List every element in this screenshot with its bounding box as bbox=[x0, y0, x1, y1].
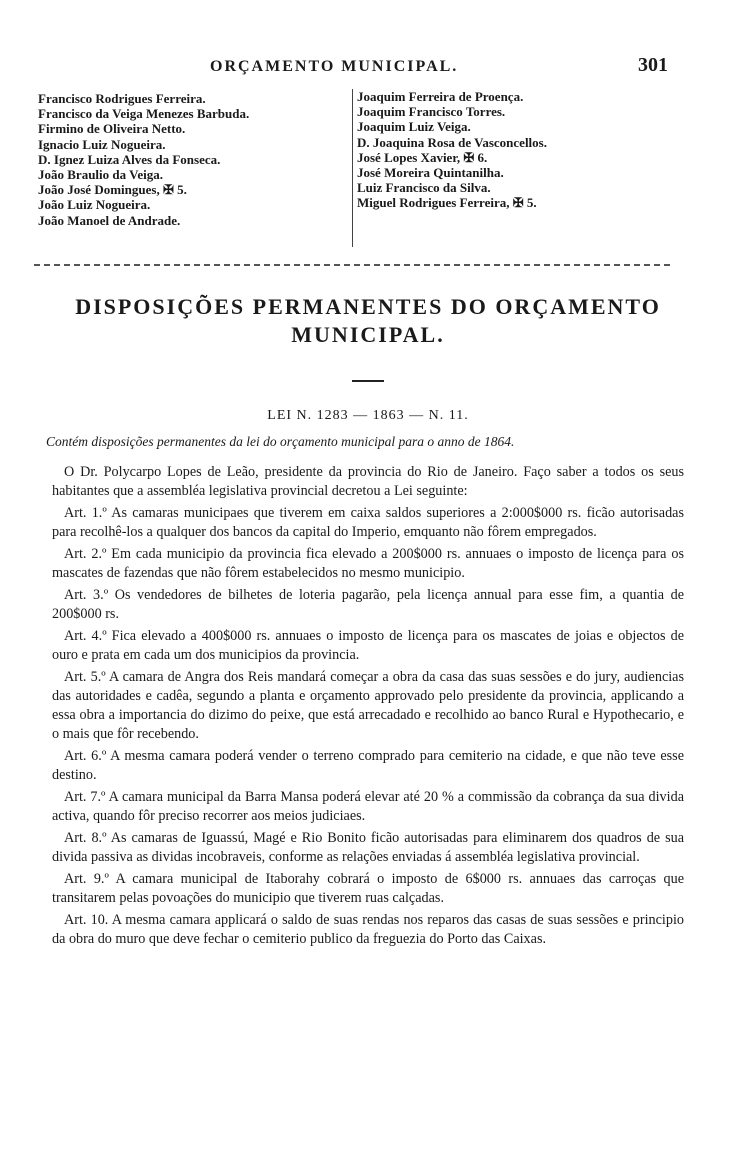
name-entry: Joaquim Francisco Torres. bbox=[357, 104, 506, 120]
page-number: 301 bbox=[638, 54, 668, 76]
name-entry: José Lopes Xavier, ✠ 6. bbox=[357, 149, 488, 165]
article-paragraph: Art. 6.º A mesma camara poderá vender o terreno comprado para cemiterio na cidade, e que não teve esse destino. bbox=[52, 748, 684, 783]
title-rule bbox=[352, 380, 384, 382]
section-divider bbox=[34, 264, 670, 266]
law-body bbox=[52, 463, 684, 952]
name-entry: João Braulio da Veiga. bbox=[38, 167, 163, 183]
running-header-title: ORÇAMENTO MUNICIPAL. bbox=[210, 58, 459, 75]
name-entry: Joaquim Luiz Veiga. bbox=[357, 119, 471, 135]
article-paragraph: Art. 2.º Em cada municipio da provincia fica elevado a 200$000 rs. annuaes o imposto de licença para os mascates de fazendas que não fôrem estabelecidos no mesmo municipio. bbox=[52, 546, 684, 581]
name-entry: José Moreira Quintanilha. bbox=[357, 165, 504, 181]
name-entry: Joaquim Ferreira de Proença. bbox=[357, 89, 524, 104]
name-entry: João Luiz Nogueira. bbox=[38, 197, 151, 213]
article-paragraph: Art. 1.º As camaras municipaes que tiverem em caixa saldos superiores a 2:000$000 rs. ficão autorisadas para recolhê-los a qualquer dos bancos da capital do Imperio, emquanto não fôrem empregados. bbox=[52, 505, 684, 540]
law-heading: LEI N. 1283 — 1863 — N. 11. bbox=[267, 408, 469, 423]
name-entry: Ignacio Luiz Nogueira. bbox=[38, 136, 166, 152]
name-entry: Miguel Rodrigues Ferreira, ✠ 5. bbox=[357, 195, 537, 211]
article-paragraph: Art. 3.º Os vendedores de bilhetes de loteria pagarão, pela licença annual para esse fim, a quantia de 200$000 rs. bbox=[52, 587, 684, 622]
preamble-paragraph: O Dr. Polycarpo Lopes de Leão, presidente da provincia do Rio de Janeiro. Faço saber a todos os seus habitantes que a assembléa legislativa provincial decretou a Lei seguinte: bbox=[52, 464, 684, 499]
article-paragraph: Art. 5.º A camara de Angra dos Reis mandará começar a obra da casa das suas sessões e do jury, audiencias das autoridades e cadêa, segundo a planta e orçamento approvado pelo presidente da provincia, applicando a essa obra a importancia do dizimo do peixe, que está arrecadado e recolhido ao banco Rural e Hypothecario, e o mais que fôr recebendo. bbox=[52, 669, 684, 742]
article-paragraph: Art. 4.º Fica elevado a 400$000 rs. annuaes o imposto de licença para os mascates de joias e objectos de ouro e prata em cada um dos municipios da provincia. bbox=[52, 628, 684, 663]
section-title bbox=[40, 293, 696, 349]
name-entry: Firmino de Oliveira Netto. bbox=[38, 121, 186, 137]
section-title-line-1: DISPOSIÇÕES PERMANENTES DO ORÇAMENTO bbox=[75, 294, 661, 319]
article-paragraph: Art. 9.º A camara municipal de Itaborahy cobrará o imposto de 6$000 rs. annuaes das carroças que transitarem pelas povoações do municipio que tiverem ruas calçadas. bbox=[52, 871, 684, 906]
name-entry: D. Joaquina Rosa de Vasconcellos. bbox=[357, 134, 547, 150]
name-entry: Luiz Francisco da Silva. bbox=[357, 180, 491, 196]
section-title-line-2: MUNICIPAL. bbox=[291, 322, 445, 347]
names-list-right bbox=[352, 89, 677, 247]
article-paragraph: Art. 10. A mesma camara applicará o saldo de suas rendas nos reparos das casas de suas sessões e principio da obra do muro que deve fechar o cemiterio publico da freguezia do Porto das Caixas. bbox=[52, 912, 684, 947]
name-entry: Francisco Rodrigues Ferreira. bbox=[38, 91, 206, 106]
name-entry: D. Ignez Luiza Alves da Fonseca. bbox=[38, 151, 221, 167]
name-entry: João José Domingues, ✠ 5. bbox=[38, 182, 187, 198]
name-entry: João Manoel de Andrade. bbox=[38, 212, 181, 228]
article-paragraph: Art. 7.º A camara municipal da Barra Mansa poderá elevar até 20 % a commissão da cobrança da sua divida activa, quando fôr preciso recorrer aos meios judiciaes. bbox=[52, 789, 684, 824]
law-summary: Contém disposições permanentes da lei do orçamento municipal para o anno de 1864. bbox=[46, 434, 515, 449]
names-list-left bbox=[38, 91, 338, 228]
name-entry: Francisco da Veiga Menezes Barbuda. bbox=[38, 106, 250, 122]
article-paragraph: Art. 8.º As camaras de Iguassú, Magé e Rio Bonito ficão autorisadas para eliminarem dos quadros de sua divida passiva as dividas incobraveis, conforme as relações enviadas á assembléa legislativa provincial. bbox=[52, 830, 684, 865]
